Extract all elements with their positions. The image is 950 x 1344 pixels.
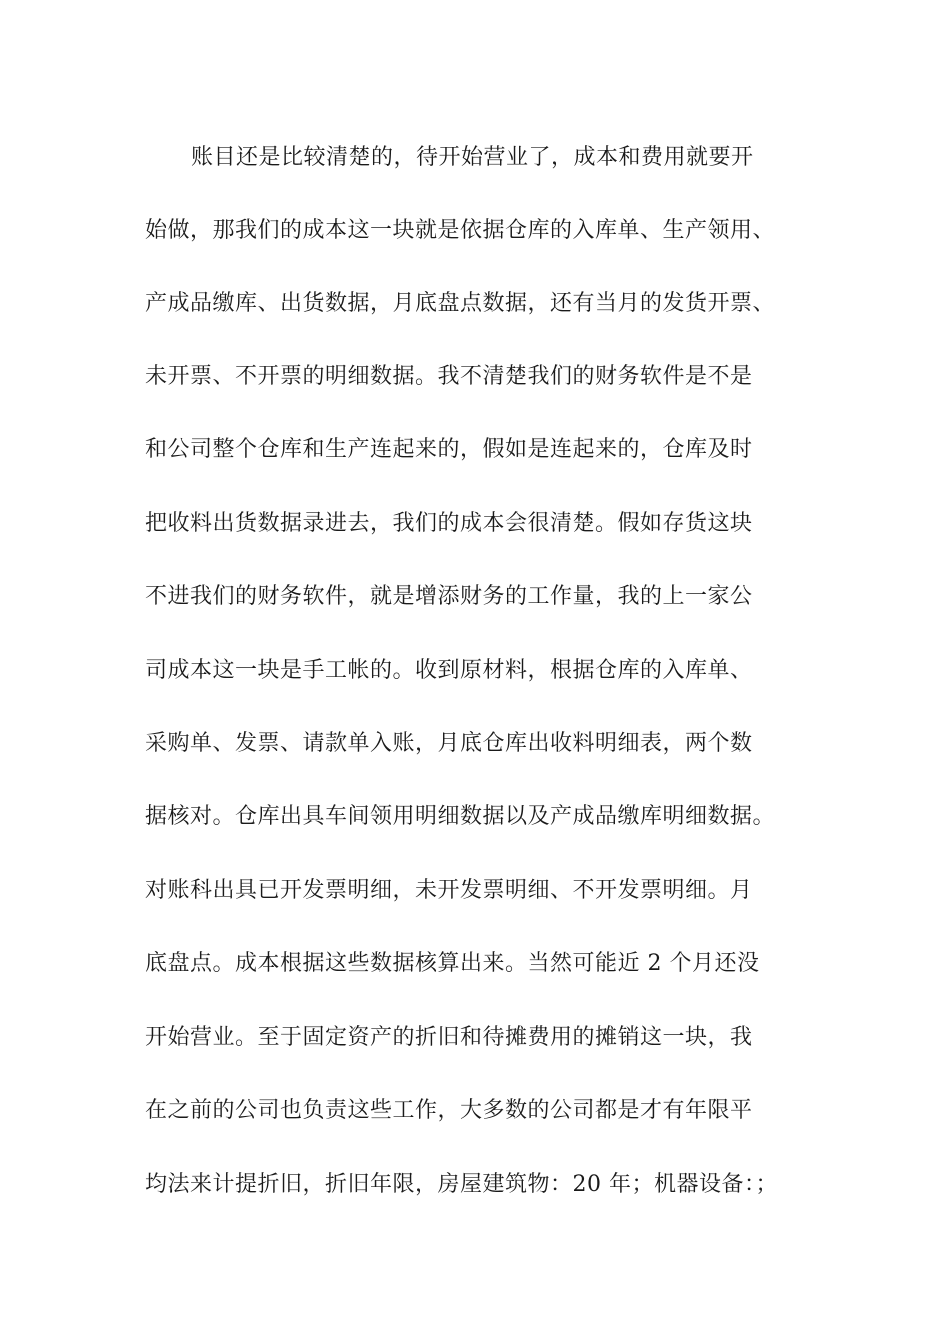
- text-line-9: 采购单、发票、请款单入账，月底仓库出收料明细表，两个数: [145, 731, 753, 756]
- text-line-8: 司成本这一块是手工帐的。收到原材料，根据仓库的入库单、: [145, 658, 753, 683]
- text-line-7: 不进我们的财务软件，就是增添财务的工作量，我的上一家公: [145, 584, 753, 609]
- text-line-12: 底盘点。成本根据这些数据核算出来。当然可能近 2 个月还没: [145, 951, 760, 976]
- text-line-5: 和公司整个仓库和生产连起来的，假如是连起来的，仓库及时: [145, 437, 753, 462]
- text-line-1: 账目还是比较清楚的，待开始营业了，成本和费用就要开: [191, 145, 754, 170]
- text-line-13: 开始营业。至于固定资产的折旧和待摊费用的摊销这一块，我: [145, 1025, 753, 1050]
- text-line-14: 在之前的公司也负责这些工作，大多数的公司都是才有年限平: [145, 1098, 753, 1123]
- text-line-2: 始做，那我们的成本这一块就是依据仓库的入库单、生产领用、: [145, 218, 776, 243]
- text-line-11: 对账科出具已开发票明细，未开发票明细、不开发票明细。月: [145, 878, 753, 903]
- text-line-6: 把收料出货数据录进去，我们的成本会很清楚。假如存货这块: [145, 511, 753, 536]
- text-line-4: 未开票、不开票的明细数据。我不清楚我们的财务软件是不是: [145, 364, 753, 389]
- text-line-10: 据核对。仓库出具车间领用明细数据以及产成品缴库明细数据。: [145, 804, 776, 829]
- text-line-3: 产成品缴库、出货数据，月底盘点数据，还有当月的发货开票、: [145, 291, 776, 316]
- text-line-15: 均法来计提折旧，折旧年限，房屋建筑物：20 年；机器设备：；: [145, 1172, 778, 1197]
